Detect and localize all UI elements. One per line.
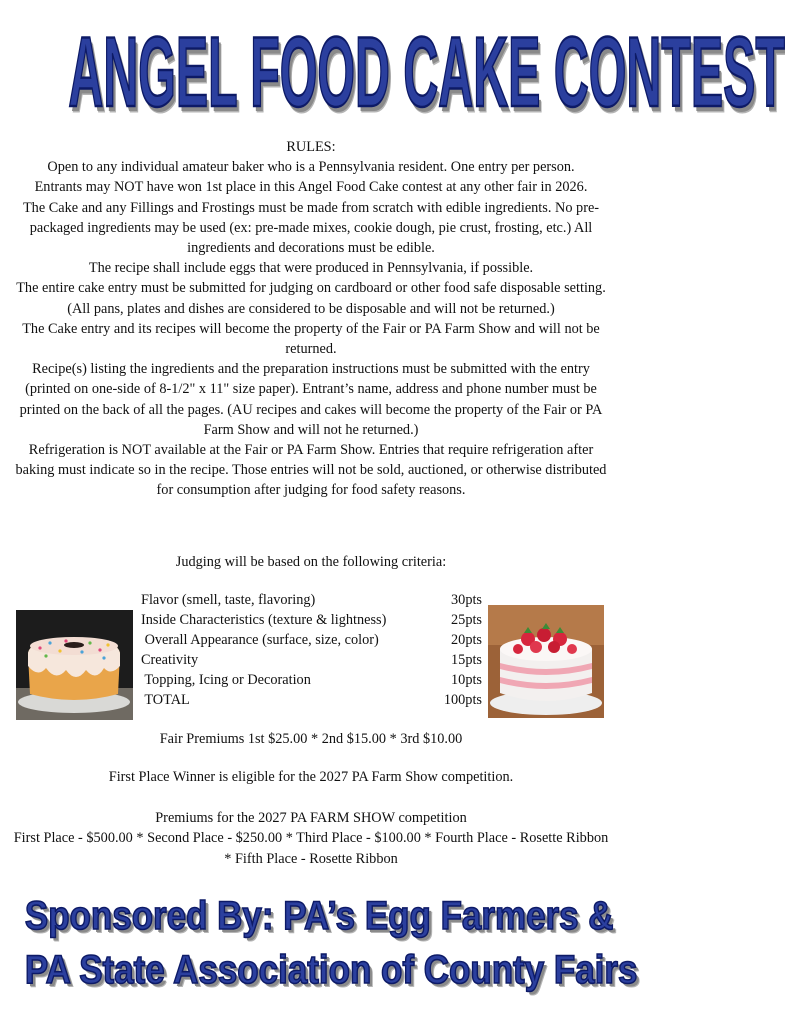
criteria-row <box>141 650 486 670</box>
sprinkle-cake-illustration <box>16 610 133 720</box>
sponsor-line-2: PA State Association of County Fairs <box>24 948 638 993</box>
rule-item: Entrants may NOT have won 1st place in this Angel Food Cake contest at any other fair in 2026. <box>34 179 588 196</box>
rules-section <box>12 137 610 501</box>
criteria-row <box>141 590 486 610</box>
criteria-points: 20pts <box>451 632 482 648</box>
rule-item: The recipe shall include eggs that were produced in Pennsylvania, if possible. <box>88 260 534 277</box>
rule-item: Recipe(s) listing the ingredients and the preparation instructions must be submitted with the entry (printed on one-side of 8-1/2" x 11" size paper). Entrant’s name, address and phone number must be printed on the back of all the pages. (AU recipes and cakes will become the property of the Fair or PA Farm Show and will not he returned.) <box>19 361 603 438</box>
criteria-row <box>141 690 486 710</box>
criteria-points: 15pts <box>451 652 482 668</box>
farm-show-eligibility: First Place Winner is eligible for the 2027 PA Farm Show competition. <box>108 769 514 785</box>
criteria-label: Flavor (smell, taste, flavoring) <box>141 592 316 608</box>
criteria-heading: Judging will be based on the following criteria: <box>175 554 447 570</box>
judging-criteria <box>141 590 486 710</box>
criteria-row <box>141 610 486 630</box>
rule-item: The Cake and any Fillings and Frostings must be made from scratch with edible ingredients. No pre-packaged ingredients may be used (ex: pre-made mixes, cookie dough, pie crust, frosting, etc.) All ingredients and decorations must be edible. <box>22 199 600 257</box>
fair-premiums: Fair Premiums 1st $25.00 * 2nd $15.00 * 3rd $10.00 <box>159 731 463 747</box>
criteria-label: TOTAL <box>141 692 190 708</box>
sponsor-line-1: Sponsored By: PA’s Egg Farmers & <box>24 894 614 939</box>
rules-heading: RULES: <box>286 139 336 155</box>
criteria-points: 25pts <box>451 612 482 628</box>
criteria-row <box>141 630 486 650</box>
farm-show-premiums: First Place - $500.00 * Second Place - $250.00 * Third Place - $100.00 * Fourth Place - Rosette Ribbon * Fifth Place - Rosette Ribbon <box>13 830 609 867</box>
contest-title: ANGEL FOOD CAKE CONTEST <box>68 18 785 129</box>
rule-item: Refrigeration is NOT available at the Fair or PA Farm Show. Entries that require refrigeration after baking must indicate so in the recipe. Those entries will not be sold, auctioned, or otherwise distributed for consumption after judging for food safety reasons. <box>15 442 607 499</box>
rule-item: The Cake entry and its recipes will become the property of the Fair or PA Farm Show and will not be returned. <box>22 320 600 358</box>
sprinkle-cake-image <box>16 610 133 720</box>
strawberry-cake-image <box>488 605 604 718</box>
criteria-label: Topping, Icing or Decoration <box>141 672 311 688</box>
criteria-points: 10pts <box>451 672 482 688</box>
criteria-label: Inside Characteristics (texture & lightness) <box>141 612 387 628</box>
rule-item: Open to any individual amateur baker who is a Pennsylvania resident. One entry per person. <box>47 159 575 176</box>
criteria-label: Overall Appearance (surface, size, color) <box>141 632 379 648</box>
criteria-points: 100pts <box>443 692 482 708</box>
rule-item: The entire cake entry must be submitted for judging on cardboard or other food safe disposable setting. (All pans, plates and dishes are considered to be disposable and will not be returned.) <box>16 280 606 317</box>
criteria-points: 30pts <box>451 592 482 608</box>
farm-show-premiums-heading: Premiums for the 2027 PA FARM SHOW competition <box>155 810 467 826</box>
strawberry-cake-illustration <box>488 605 604 718</box>
criteria-row <box>141 670 486 690</box>
criteria-label: Creativity <box>141 652 199 668</box>
